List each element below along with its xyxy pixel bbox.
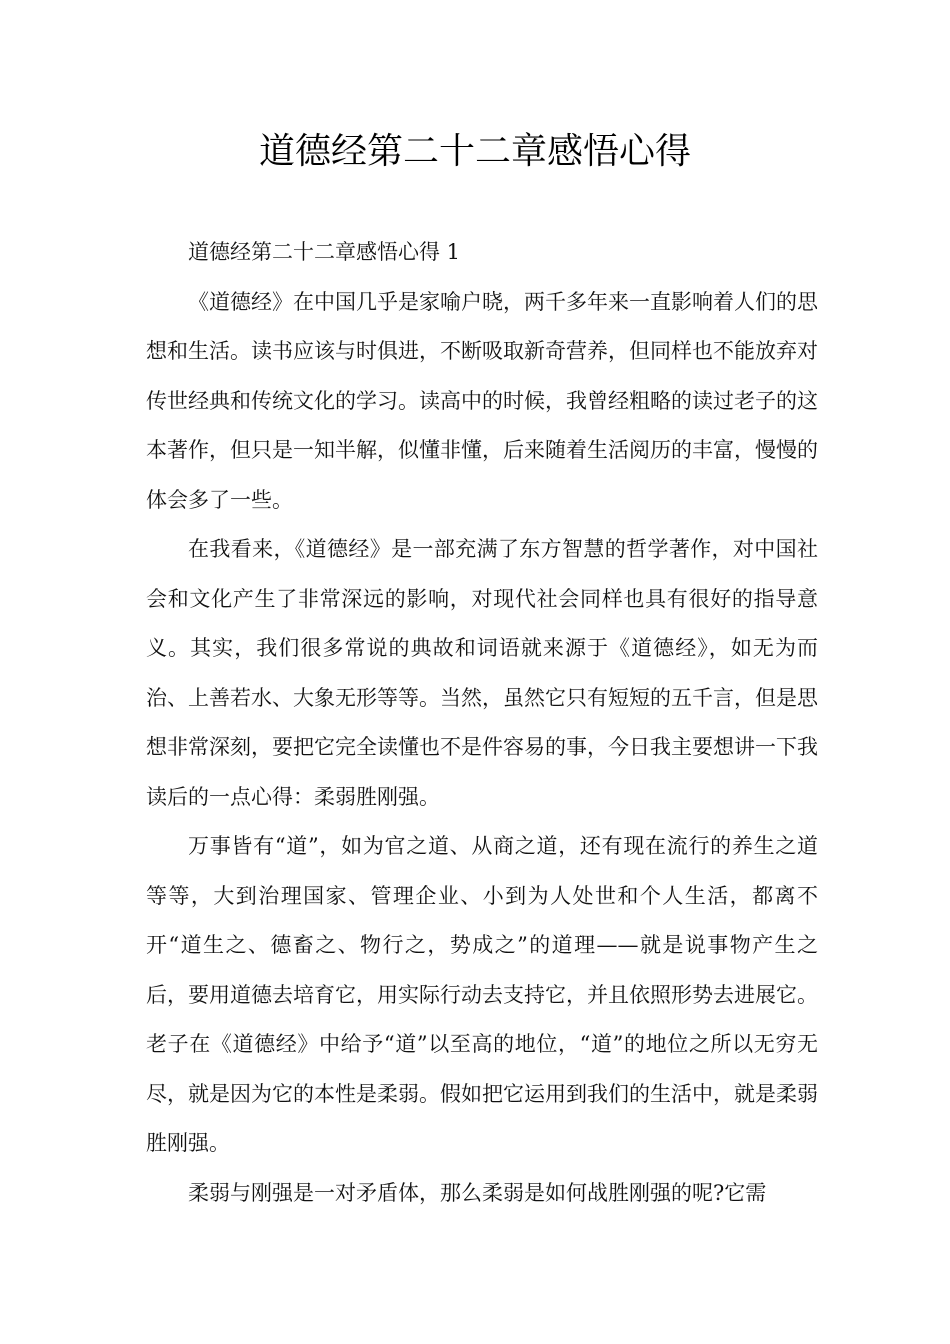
paragraph-2: 在我看来，《道德经》是一部充满了东方智慧的哲学著作，对中国社会和文化产生了非常深远的影响，对现代社会同样也具有很好的指导意义。其实，我们很多常说的典故和词语就来源于《道德经》，如无为而治、上善若水、大象无形等等。当然，虽然它只有短短的五千言，但是思想非常深刻，要把它完全读懂也不是件容易的事，今日我主要想讲一下我读后的一点心得：柔弱胜刚强。: [146, 537, 818, 809]
paragraph-3: 万事皆有“道”，如为官之道、从商之道，还有现在流行的养生之道等等，大到治理国家、管理企业、小到为人处世和个人生活，都离不开“道生之、德畜之、物行之，势成之”的道理——就是说事物产生之后，要用道德去培育它，用实际行动去支持它，并且依照形势去进展它。老子在《道德经》中给予“道”以至高的地位，“道”的地位之所以无穷无尽，就是因为它的本性是柔弱。假如把它运用到我们的生活中，就是柔弱胜刚强。: [146, 834, 818, 1155]
paragraph-4: 柔弱与刚强是一对矛盾体，那么柔弱是如何战胜刚强的呢?它需: [188, 1180, 767, 1205]
document-title: 道德经第二十二章感悟心得: [258, 131, 691, 172]
section-heading: 道德经第二十二章感悟心得 1: [188, 240, 461, 264]
paragraph-1: 《道德经》在中国几乎是家喻户晓，两千多年来一直影响着人们的思想和生活。读书应该与时俱进，不断吸取新奇营养，但同样也不能放弃对传世经典和传统文化的学习。读高中的时候，我曾经粗略的读过老子的这本著作，但只是一知半解，似懂非懂，后来随着生活阅历的丰富，慢慢的体会多了一些。: [146, 289, 818, 512]
document-body: [146, 228, 818, 1218]
